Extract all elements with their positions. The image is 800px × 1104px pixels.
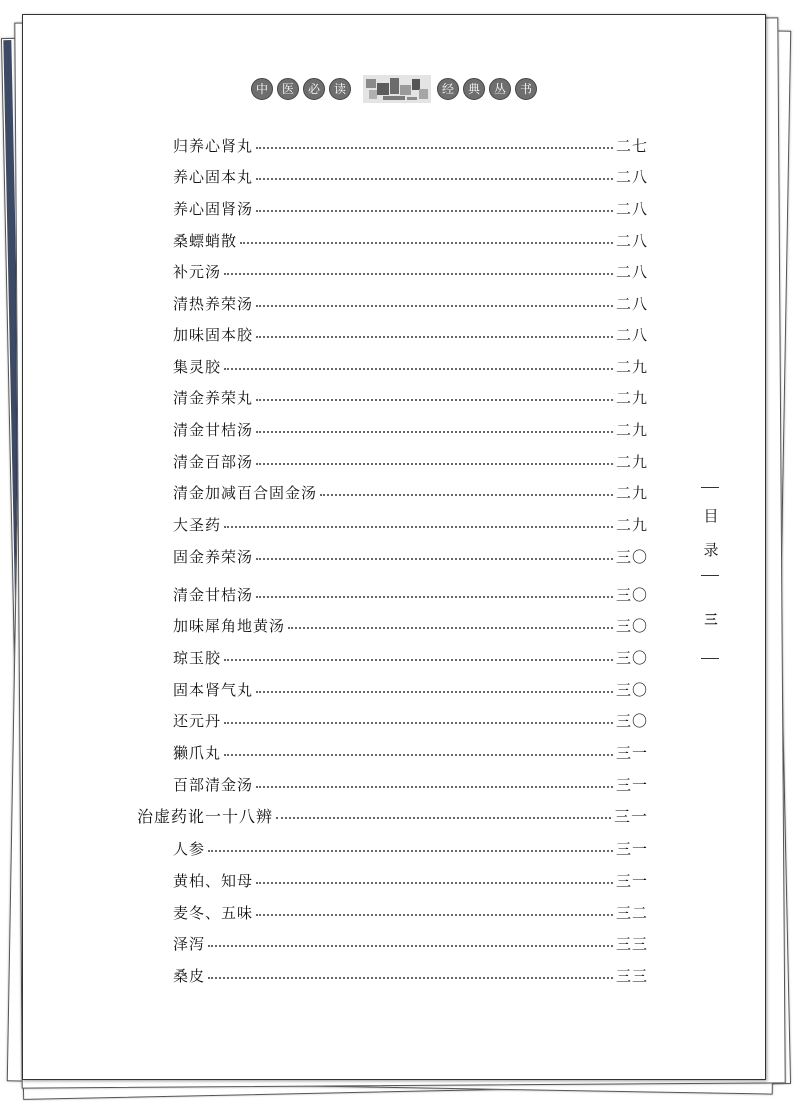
toc-entry[interactable]: 加味犀角地黄汤 三〇 [173,616,648,635]
header-seal-char: 典 [463,78,485,100]
leader-dots [256,596,613,598]
leader-dots [224,273,613,275]
header-seal-char: 必 [303,78,325,100]
leader-dots [256,336,613,338]
leader-dots [224,722,613,724]
document-page [22,14,766,1080]
toc-entry[interactable]: 麦冬、五味 三二 [173,903,648,922]
leader-dots [288,627,613,629]
page-number: 三 [704,613,718,628]
toc-entry[interactable]: 清金加减百合固金汤 二九 [173,483,648,502]
side-title-char: 录 [703,541,719,559]
toc-entry[interactable]: 泽泻 三三 [173,934,648,953]
toc-entry[interactable]: 黄柏、知母 三一 [173,871,648,890]
toc-entry[interactable]: 大圣药 二九 [173,515,648,534]
header-seal-char: 读 [329,78,351,100]
leader-dots [224,526,613,528]
leader-dots [240,242,613,244]
leader-dots [208,945,613,947]
leader-dots [256,463,613,465]
toc-entry[interactable]: 固金养荣汤 三〇 [173,547,648,566]
toc-entry[interactable]: 加味固本胶 二八 [173,325,648,344]
toc-entry[interactable]: 桑皮 三三 [173,966,648,985]
toc-entry[interactable]: 獭爪丸 三一 [173,743,648,762]
header-calligraphy-logo [363,75,431,103]
leader-dots [256,691,613,693]
toc-entry[interactable]: 琼玉胶 三〇 [173,648,648,667]
toc-entry[interactable]: 养心固本丸 二八 [173,167,648,186]
side-title-char: 目 [703,507,719,525]
leader-dots [256,305,613,307]
leader-dots [256,147,613,149]
leader-dots [256,882,613,884]
toc-entry[interactable]: 桑螵蛸散 二八 [173,231,648,250]
toc-entry[interactable]: 集灵胶 二九 [173,357,648,376]
header-seal-char: 经 [437,78,459,100]
leader-dots [256,399,613,401]
header-seal-char: 丛 [489,78,511,100]
header-seal-char: 书 [515,78,537,100]
leader-dots [224,659,613,661]
toc-section-entry[interactable]: 治虚药讹一十八辨 三一 [137,806,648,826]
toc-entry[interactable]: 清金养荣丸 二九 [173,388,648,407]
toc-entry[interactable]: 清金甘桔汤 三〇 [173,585,648,604]
toc-entry[interactable]: 固本肾气丸 三〇 [173,680,648,699]
side-divider [701,487,719,488]
leader-dots [256,431,613,433]
toc-entry[interactable]: 人参 三一 [173,839,648,858]
leader-dots [224,368,613,370]
side-divider [701,575,719,576]
toc-entry[interactable]: 百部清金汤 三一 [173,775,648,794]
toc-entry[interactable]: 清热养荣汤 二八 [173,294,648,313]
leader-dots [208,850,613,852]
header-seal-char: 中 [251,78,273,100]
toc-entry[interactable]: 养心固肾汤 二八 [173,199,648,218]
leader-dots [256,786,613,788]
series-header [251,75,531,105]
header-seal-char: 医 [277,78,299,100]
toc-entry[interactable]: 归养心肾丸 二七 [173,136,648,155]
leader-dots [256,558,613,560]
leader-dots [224,754,613,756]
leader-dots [208,977,613,979]
toc-entry[interactable]: 补元汤 二八 [173,262,648,281]
leader-dots [276,817,611,819]
toc-entry[interactable]: 还元丹 三〇 [173,711,648,730]
side-divider [701,658,719,659]
leader-dots [320,494,613,496]
leader-dots [256,210,613,212]
leader-dots [256,914,613,916]
leader-dots [256,178,613,180]
toc-entry[interactable]: 清金甘桔汤 二九 [173,420,648,439]
toc-entry[interactable]: 清金百部汤 二九 [173,452,648,471]
